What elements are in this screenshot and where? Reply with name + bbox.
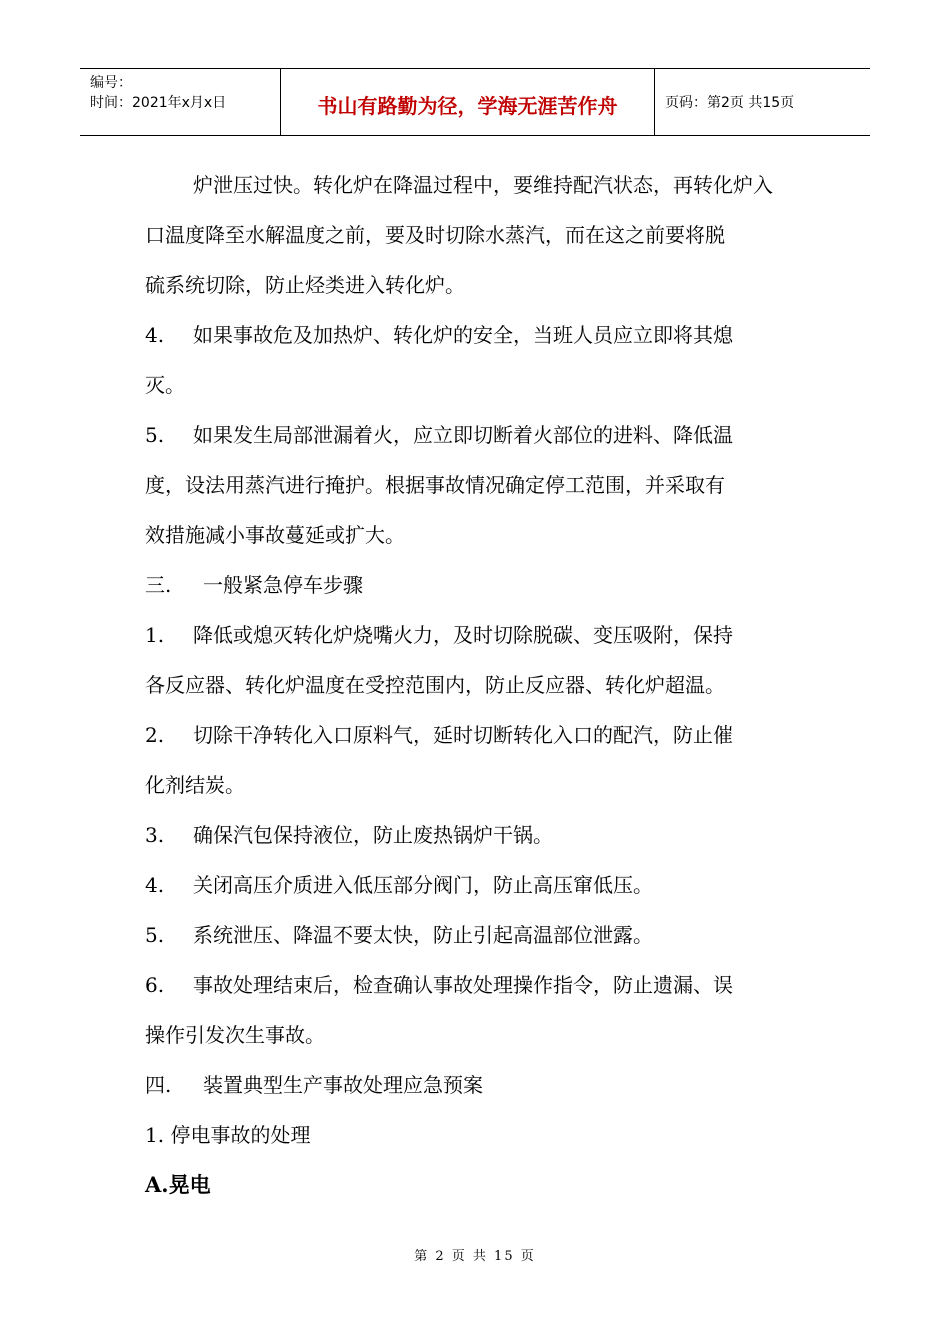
- body-line: 操作引发次生事故。: [145, 1023, 325, 1047]
- heading-a: A.晃电: [145, 1172, 211, 1197]
- document-header: [80, 68, 870, 136]
- body-line: 炉泄压过快。转化炉在降温过程中，要维持配汽状态，再转化炉入: [193, 173, 773, 197]
- list-item-4: 4. 如果事故危及加热炉、转化炉的安全，当班人员应立即将其熄: [145, 323, 733, 347]
- document-body: [145, 160, 805, 1210]
- body-line: 硫系统切除，防止烃类进入转化炉。: [145, 273, 465, 297]
- subheading: 1. 停电事故的处理: [145, 1123, 311, 1147]
- body-line: 效措施减小事故蔓延或扩大。: [145, 523, 405, 547]
- header-motto: 书山有路勤为径，学海无涯苦作舟: [281, 69, 655, 135]
- list-item-2: 2. 切除干净转化入口原料气，延时切断转化入口的配汽，防止催: [145, 723, 733, 747]
- body-line: 灭。: [145, 373, 185, 397]
- header-page-info: 页码：第2页 共15页: [665, 95, 795, 111]
- list-item-3: 3. 确保汽包保持液位，防止废热锅炉干锅。: [145, 823, 553, 847]
- body-line: 度，设法用蒸汽进行掩护。根据事故情况确定停工范围，并采取有: [145, 473, 725, 497]
- body-line: 化剂结炭。: [145, 773, 245, 797]
- section-heading-3: 三. 一般紧急停车步骤: [145, 573, 363, 597]
- list-item-1: 1. 降低或熄灭转化炉烧嘴火力，及时切除脱碳、变压吸附，保持: [145, 623, 733, 647]
- time-label: 时间：2021年x月x日: [90, 95, 227, 111]
- header-meta: [80, 69, 281, 135]
- list-item-6: 6. 事故处理结束后，检查确认事故处理操作指令，防止遗漏、误: [145, 973, 733, 997]
- body-line: 各反应器、转化炉温度在受控范围内，防止反应器、转化炉超温。: [145, 673, 725, 697]
- list-item-5: 5. 如果发生局部泄漏着火，应立即切断着火部位的进料、降低温: [145, 423, 733, 447]
- page-footer: 第 2 页 共 15 页: [414, 1249, 536, 1264]
- body-line: 口温度降至水解温度之前，要及时切除水蒸汽，而在这之前要将脱: [145, 223, 725, 247]
- list-item-5b: 5. 系统泄压、降温不要太快，防止引起高温部位泄露。: [145, 923, 653, 947]
- list-item-4b: 4. 关闭高压介质进入低压部分阀门，防止高压窜低压。: [145, 873, 653, 897]
- section-heading-4: 四. 装置典型生产事故处理应急预案: [145, 1073, 483, 1097]
- code-label: 编号：: [90, 75, 132, 91]
